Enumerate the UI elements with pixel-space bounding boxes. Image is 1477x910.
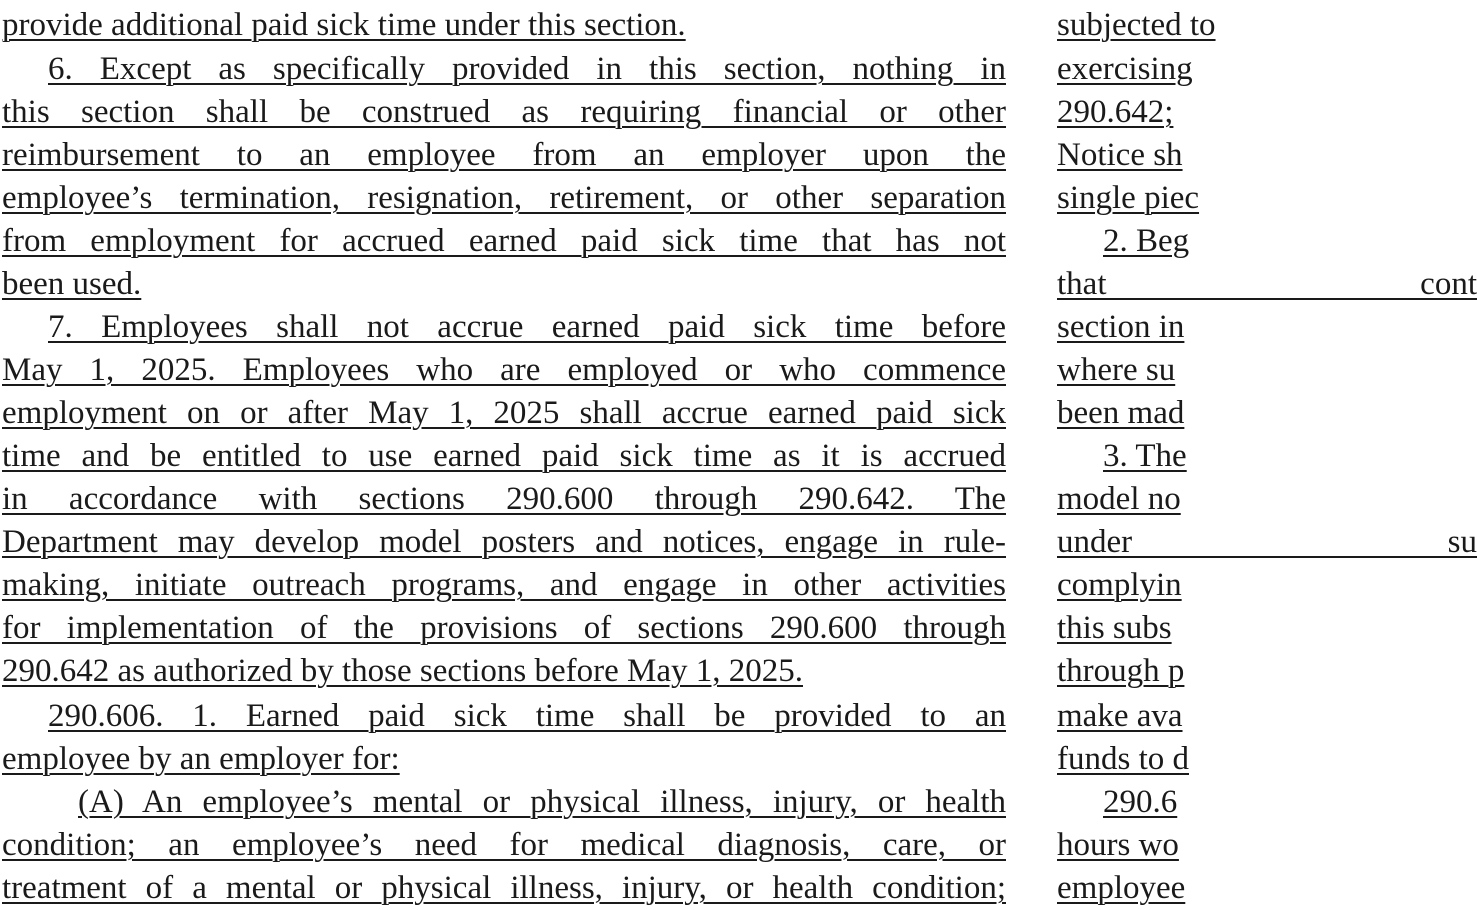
paragraph-7-start: 7. Employees shall not accrue earned paid sick time before (48, 309, 1006, 345)
text-line: employee’s termination, resignation, retirement, or other separation (2, 180, 1006, 216)
text-line: been used. (2, 266, 142, 302)
text-line: that cont (1057, 266, 1477, 302)
paragraph-2-start: 2. Beg (1103, 223, 1190, 259)
section-290-6xx-start: 290.6 (1103, 784, 1178, 820)
text-line: May 1, 2025. Employees who are employed or who commence (2, 352, 1006, 388)
text-line: single piec (1057, 180, 1200, 216)
subsection-a-start: (A) An employee’s mental or physical illness, injury, or health (78, 784, 1006, 820)
text-line: Notice sh (1057, 137, 1183, 173)
text-line: where su (1057, 352, 1176, 388)
paragraph-6-start: 6. Except as specifically provided in this section, nothing in (48, 51, 1006, 87)
paragraph-3-start: 3. The (1103, 438, 1187, 474)
text-line: subjected to (1057, 7, 1216, 43)
text-line: complyin (1057, 567, 1182, 603)
text-line: section in (1057, 309, 1185, 345)
text-line: in accordance with sections 290.600 through 290.642. The (2, 481, 1006, 517)
text-line: exercising (1057, 51, 1193, 87)
text-line: condition; an employee’s need for medical diagnosis, care, or (2, 827, 1006, 863)
text-line-cropped: treatment of a mental or physical illness, injury, or health condition; (2, 870, 1006, 906)
text-line: hours wo (1057, 827, 1179, 863)
text-line: reimbursement to an employee from an employer upon the (2, 137, 1006, 173)
section-290-606-start: 290.606. 1. Earned paid sick time shall be provided to an (48, 698, 1006, 734)
text-line: making, initiate outreach programs, and engage in other activities (2, 567, 1006, 603)
text-line: funds to d (1057, 741, 1189, 777)
text-line: for implementation of the provisions of sections 290.600 through (2, 610, 1006, 646)
text-line: under su (1057, 524, 1477, 560)
text-line: employment on or after May 1, 2025 shall accrue earned paid sick (2, 395, 1006, 431)
text-line: this subs (1057, 610, 1172, 646)
text-line: through p (1057, 653, 1185, 689)
text-line: provide additional paid sick time under this section. (2, 7, 686, 43)
text-line: Department may develop model posters and notices, engage in rule- (2, 524, 1006, 560)
text-line: this section shall be construed as requiring financial or other (2, 94, 1006, 130)
text-line: been mad (1057, 395, 1185, 431)
text-line: 290.642 as authorized by those sections before May 1, 2025. (2, 653, 803, 689)
text-line: from employment for accrued earned paid sick time that has not (2, 223, 1006, 259)
text-line: model no (1057, 481, 1181, 517)
text-line: make ava (1057, 698, 1183, 734)
text-line: employee by an employer for: (2, 741, 400, 777)
text-line: 290.642; (1057, 94, 1174, 130)
text-line: time and be entitled to use earned paid sick time as it is accrued (2, 438, 1006, 474)
text-line-cropped: employee (1057, 870, 1186, 906)
